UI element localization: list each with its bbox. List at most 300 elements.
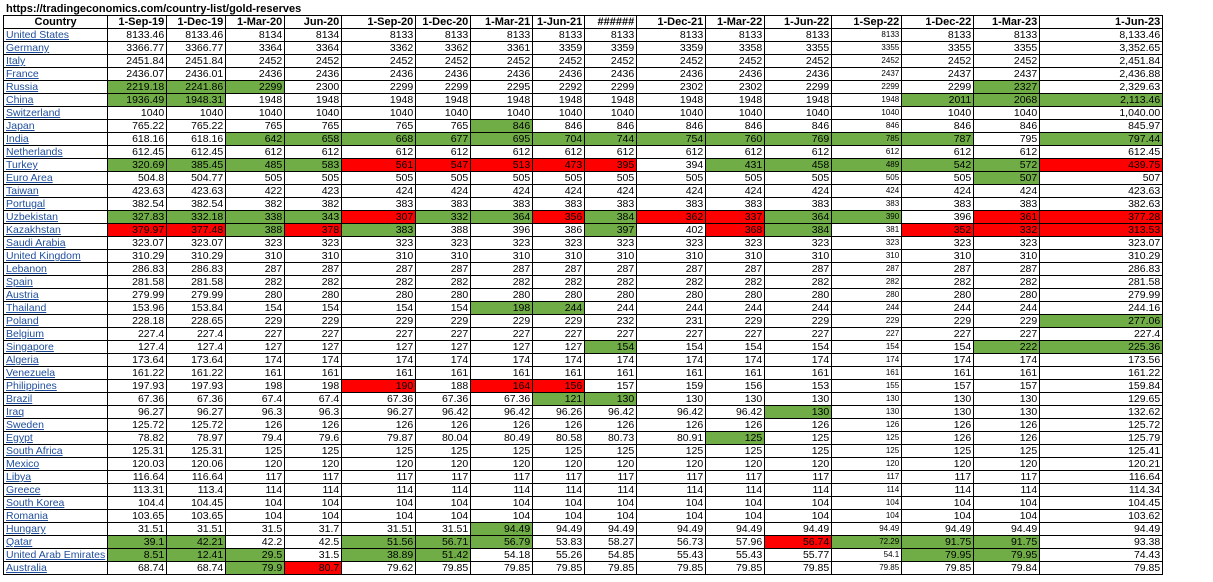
table-row xyxy=(4,406,1163,419)
reserve-cell: 120 xyxy=(285,458,342,471)
table-row xyxy=(4,328,1163,341)
reserve-cell: 423 xyxy=(285,185,342,198)
reserve-cell: 368 xyxy=(706,224,765,237)
reserve-cell: 244 xyxy=(585,302,637,315)
reserve-cell: 323 xyxy=(226,237,285,250)
reserve-cell: 343 xyxy=(285,211,342,224)
reserve-cell: 2,113.46 xyxy=(1040,94,1163,107)
table-row xyxy=(4,250,1163,263)
country-link[interactable]: Singapore xyxy=(4,341,108,354)
reserve-cell: 121 xyxy=(533,393,585,406)
reserve-cell: 12.41 xyxy=(167,549,226,562)
reserve-cell: 126 xyxy=(832,419,902,432)
reserve-cell: 424 xyxy=(902,185,974,198)
reserve-cell: 383 xyxy=(832,198,902,211)
reserve-cell: 117 xyxy=(765,471,832,484)
country-link[interactable]: Portugal xyxy=(4,198,108,211)
reserve-cell: 797.44 xyxy=(1040,133,1163,146)
reserve-cell: 38.89 xyxy=(342,549,416,562)
reserve-cell: 31.51 xyxy=(167,523,226,536)
reserve-cell: 117 xyxy=(471,471,533,484)
reserve-cell: 96.27 xyxy=(108,406,167,419)
reserve-cell: 174 xyxy=(342,354,416,367)
country-link[interactable]: Saudi Arabia xyxy=(4,237,108,250)
reserve-cell: 424 xyxy=(416,185,471,198)
country-link[interactable]: China xyxy=(4,94,108,107)
reserve-cell: 79.4 xyxy=(226,432,285,445)
country-link[interactable]: Spain xyxy=(4,276,108,289)
country-link[interactable]: Philippines xyxy=(4,380,108,393)
reserve-cell: 120.03 xyxy=(108,458,167,471)
reserve-cell: 765 xyxy=(285,120,342,133)
reserve-cell: 130 xyxy=(832,406,902,419)
reserve-cell: 174 xyxy=(974,354,1040,367)
reserve-cell: 42.2 xyxy=(226,536,285,549)
reserve-cell: 229 xyxy=(342,315,416,328)
reserve-cell: 282 xyxy=(471,276,533,289)
reserve-cell: 161 xyxy=(471,367,533,380)
reserve-cell: 384 xyxy=(585,211,637,224)
country-link[interactable]: United States xyxy=(4,29,108,42)
reserve-cell: 439.75 xyxy=(1040,159,1163,172)
reserve-cell: 94.49 xyxy=(765,523,832,536)
reserve-cell: 2,329.63 xyxy=(1040,81,1163,94)
reserve-cell: 287 xyxy=(832,263,902,276)
reserve-cell: 8133 xyxy=(902,29,974,42)
reserve-cell: 612 xyxy=(637,146,706,159)
table-row xyxy=(4,107,1163,120)
reserve-cell: 287 xyxy=(974,263,1040,276)
reserve-cell: 8133 xyxy=(765,29,832,42)
reserve-cell: 125.72 xyxy=(1040,419,1163,432)
reserve-cell: 382 xyxy=(285,198,342,211)
country-link[interactable]: Austria xyxy=(4,289,108,302)
country-link[interactable]: Belgium xyxy=(4,328,108,341)
reserve-cell: 79.85 xyxy=(585,562,637,575)
country-link[interactable]: Qatar xyxy=(4,536,108,549)
reserve-cell: 114 xyxy=(706,484,765,497)
reserve-cell: 80.91 xyxy=(637,432,706,445)
country-link[interactable]: Italy xyxy=(4,55,108,68)
reserve-cell: 307 xyxy=(342,211,416,224)
reserve-cell: 126 xyxy=(902,419,974,432)
reserve-cell: 127 xyxy=(342,341,416,354)
reserve-cell: 125 xyxy=(902,445,974,458)
reserve-cell: 54.1 xyxy=(832,549,902,562)
country-link[interactable]: Brazil xyxy=(4,393,108,406)
reserve-cell: 2452 xyxy=(533,55,585,68)
reserve-cell: 104.4 xyxy=(108,497,167,510)
reserve-cell: 310 xyxy=(585,250,637,263)
reserve-cell: 126 xyxy=(765,419,832,432)
reserve-cell: 125 xyxy=(226,445,285,458)
country-link[interactable]: Netherlands xyxy=(4,146,108,159)
reserve-cell: 164 xyxy=(471,380,533,393)
country-link[interactable]: Venezuela xyxy=(4,367,108,380)
reserve-cell: 547 xyxy=(416,159,471,172)
reserve-cell: 424 xyxy=(706,185,765,198)
reserve-cell: 310.29 xyxy=(108,250,167,263)
reserve-cell: 8133 xyxy=(706,29,765,42)
reserve-cell: 1936.49 xyxy=(108,94,167,107)
country-link[interactable]: United Arab Emirates xyxy=(4,549,108,562)
reserve-cell: 2299 xyxy=(585,81,637,94)
reserve-cell: 114 xyxy=(471,484,533,497)
reserve-cell: 1948 xyxy=(706,94,765,107)
country-link[interactable]: Egypt xyxy=(4,432,108,445)
reserve-cell: 127 xyxy=(285,341,342,354)
reserve-cell: 161 xyxy=(533,367,585,380)
reserve-cell: 104 xyxy=(974,497,1040,510)
reserve-cell: 3361 xyxy=(471,42,533,55)
reserve-cell: 114 xyxy=(585,484,637,497)
reserve-cell: 94.49 xyxy=(471,523,533,536)
country-link[interactable]: United Kingdom xyxy=(4,250,108,263)
reserve-cell: 396 xyxy=(471,224,533,237)
reserve-cell: 424 xyxy=(342,185,416,198)
reserve-cell: 1948 xyxy=(342,94,416,107)
reserve-cell: 361 xyxy=(974,211,1040,224)
reserve-cell: 222 xyxy=(974,341,1040,354)
reserve-cell: 126 xyxy=(974,432,1040,445)
reserve-cell: 2292 xyxy=(533,81,585,94)
reserve-cell: 281.58 xyxy=(167,276,226,289)
reserve-cell: 78.82 xyxy=(108,432,167,445)
reserve-cell: 80.49 xyxy=(471,432,533,445)
reserve-cell: 846 xyxy=(706,120,765,133)
column-header-date: 1-Jun-22 xyxy=(765,16,832,29)
reserve-cell: 1,040.00 xyxy=(1040,107,1163,120)
reserve-cell: 125 xyxy=(342,445,416,458)
reserve-cell: 323 xyxy=(706,237,765,250)
country-link[interactable]: Taiwan xyxy=(4,185,108,198)
reserve-cell: 8,133.46 xyxy=(1040,29,1163,42)
reserve-cell: 846 xyxy=(533,120,585,133)
reserve-cell: 130 xyxy=(974,406,1040,419)
column-header-date: 1-Jun-23 xyxy=(1040,16,1163,29)
reserve-cell: 67.36 xyxy=(342,393,416,406)
reserve-cell: 55.77 xyxy=(765,549,832,562)
reserve-cell: 104 xyxy=(637,497,706,510)
reserve-cell: 126 xyxy=(342,419,416,432)
reserve-cell: 765.22 xyxy=(108,120,167,133)
country-link[interactable]: Algeria xyxy=(4,354,108,367)
reserve-cell: 130 xyxy=(765,393,832,406)
reserve-cell: 769 xyxy=(765,133,832,146)
country-link[interactable]: Sweden xyxy=(4,419,108,432)
country-link[interactable]: Kazakhstan xyxy=(4,224,108,237)
reserve-cell: 125.72 xyxy=(108,419,167,432)
reserve-cell: 310 xyxy=(342,250,416,263)
reserve-cell: 423.63 xyxy=(1040,185,1163,198)
country-link[interactable]: Libya xyxy=(4,471,108,484)
reserve-cell: 287 xyxy=(471,263,533,276)
reserve-cell: 113.4 xyxy=(167,484,226,497)
reserve-cell: 846 xyxy=(832,120,902,133)
country-link[interactable]: Australia xyxy=(4,562,108,575)
reserve-cell: 846 xyxy=(902,120,974,133)
reserve-cell: 612 xyxy=(416,146,471,159)
reserve-cell: 117 xyxy=(974,471,1040,484)
reserve-cell: 310.29 xyxy=(167,250,226,263)
reserve-cell: 8133 xyxy=(533,29,585,42)
country-link[interactable]: Romania xyxy=(4,510,108,523)
reserve-cell: 383 xyxy=(342,224,416,237)
reserve-cell: 287 xyxy=(285,263,342,276)
country-link[interactable]: India xyxy=(4,133,108,146)
reserve-cell: 130 xyxy=(902,393,974,406)
reserve-cell: 188 xyxy=(416,380,471,393)
column-header-date: 1-Dec-19 xyxy=(167,16,226,29)
reserve-cell: 227 xyxy=(585,328,637,341)
reserve-cell: 156 xyxy=(706,380,765,393)
reserve-cell: 229 xyxy=(533,315,585,328)
reserve-cell: 279.99 xyxy=(1040,289,1163,302)
reserve-cell: 130 xyxy=(902,406,974,419)
reserve-cell: 161 xyxy=(637,367,706,380)
reserve-cell: 174 xyxy=(637,354,706,367)
reserve-cell: 1040 xyxy=(285,107,342,120)
country-link[interactable]: Turkey xyxy=(4,159,108,172)
reserve-cell: 120.06 xyxy=(167,458,226,471)
reserve-cell: 282 xyxy=(226,276,285,289)
reserve-cell: 561 xyxy=(342,159,416,172)
table-row xyxy=(4,289,1163,302)
reserve-cell: 384 xyxy=(765,224,832,237)
table-row xyxy=(4,120,1163,133)
reserve-cell: 612 xyxy=(342,146,416,159)
reserve-cell: 155 xyxy=(832,380,902,393)
reserve-cell: 94.49 xyxy=(902,523,974,536)
reserve-cell: 79.85 xyxy=(902,562,974,575)
reserve-cell: 130 xyxy=(765,406,832,419)
reserve-cell: 130 xyxy=(974,393,1040,406)
reserve-cell: 2436 xyxy=(471,68,533,81)
reserve-cell: 424 xyxy=(533,185,585,198)
reserve-cell: 677 xyxy=(416,133,471,146)
reserve-cell: 173.64 xyxy=(167,354,226,367)
reserve-cell: 383 xyxy=(902,198,974,211)
reserve-cell: 91.75 xyxy=(902,536,974,549)
reserve-cell: 120 xyxy=(637,458,706,471)
reserve-cell: 127 xyxy=(416,341,471,354)
reserve-cell: 104 xyxy=(533,510,585,523)
reserve-cell: 126 xyxy=(285,419,342,432)
reserve-cell: 31.7 xyxy=(285,523,342,536)
reserve-cell: 287 xyxy=(416,263,471,276)
reserve-cell: 244 xyxy=(637,302,706,315)
reserve-cell: 323.07 xyxy=(1040,237,1163,250)
reserve-cell: 323 xyxy=(974,237,1040,250)
reserve-cell: 161 xyxy=(974,367,1040,380)
reserve-cell: 229 xyxy=(765,315,832,328)
reserve-cell: 282 xyxy=(285,276,342,289)
reserve-cell: 174 xyxy=(533,354,585,367)
reserve-cell: 96.42 xyxy=(706,406,765,419)
source-url[interactable]: https://tradingeconomics.com/country-list/gold-reserves xyxy=(6,3,302,15)
reserve-cell: 280 xyxy=(285,289,342,302)
reserve-cell: 31.5 xyxy=(226,523,285,536)
reserve-cell: 114 xyxy=(342,484,416,497)
reserve-cell: 56.71 xyxy=(416,536,471,549)
country-link[interactable]: Euro Area xyxy=(4,172,108,185)
reserve-cell: 287 xyxy=(765,263,832,276)
reserve-cell: 161 xyxy=(416,367,471,380)
reserve-cell: 8133 xyxy=(342,29,416,42)
reserve-cell: 485 xyxy=(226,159,285,172)
reserve-cell: 1948.31 xyxy=(167,94,226,107)
reserve-cell: 244 xyxy=(974,302,1040,315)
country-link[interactable]: Switzerland xyxy=(4,107,108,120)
reserve-cell: 377.48 xyxy=(167,224,226,237)
reserve-cell: 282 xyxy=(765,276,832,289)
reserve-cell: 323 xyxy=(637,237,706,250)
reserve-cell: 280 xyxy=(902,289,974,302)
reserve-cell: 280 xyxy=(706,289,765,302)
reserve-cell: 2437 xyxy=(902,68,974,81)
reserve-cell: 104 xyxy=(533,497,585,510)
reserve-cell: 1040 xyxy=(416,107,471,120)
country-link[interactable]: South Africa xyxy=(4,445,108,458)
reserve-cell: 383 xyxy=(974,198,1040,211)
reserve-cell: 125 xyxy=(706,432,765,445)
reserve-cell: 2299 xyxy=(832,81,902,94)
reserve-cell: 227 xyxy=(974,328,1040,341)
reserve-cell: 79.87 xyxy=(342,432,416,445)
country-link[interactable]: Uzbekistan xyxy=(4,211,108,224)
reserve-cell: 125 xyxy=(765,432,832,445)
reserve-cell: 280 xyxy=(585,289,637,302)
reserve-cell: 282 xyxy=(416,276,471,289)
reserve-cell: 174 xyxy=(706,354,765,367)
reserve-cell: 286.83 xyxy=(1040,263,1163,276)
reserve-cell: 120 xyxy=(471,458,533,471)
reserve-cell: 507 xyxy=(974,172,1040,185)
reserve-cell: 51.42 xyxy=(416,549,471,562)
reserve-cell: 2437 xyxy=(974,68,1040,81)
reserve-cell: 229 xyxy=(285,315,342,328)
reserve-cell: 227.4 xyxy=(167,328,226,341)
reserve-cell: 846 xyxy=(585,120,637,133)
reserve-cell: 286.83 xyxy=(167,263,226,276)
reserve-cell: 104 xyxy=(832,497,902,510)
reserve-cell: 79.6 xyxy=(285,432,342,445)
country-link[interactable]: South Korea xyxy=(4,497,108,510)
reserve-cell: 227 xyxy=(832,328,902,341)
country-link[interactable]: Greece xyxy=(4,484,108,497)
reserve-cell: 125.31 xyxy=(167,445,226,458)
reserve-cell: 154 xyxy=(342,302,416,315)
reserve-cell: 424 xyxy=(637,185,706,198)
reserve-cell: 154 xyxy=(637,341,706,354)
reserve-cell: 197.93 xyxy=(108,380,167,393)
reserve-cell: 2299 xyxy=(765,81,832,94)
country-link[interactable]: Poland xyxy=(4,315,108,328)
table-row xyxy=(4,263,1163,276)
reserve-cell: 130 xyxy=(637,393,706,406)
reserve-cell: 104.45 xyxy=(167,497,226,510)
reserve-cell: 174 xyxy=(416,354,471,367)
reserve-cell: 39.1 xyxy=(108,536,167,549)
country-link[interactable]: Hungary xyxy=(4,523,108,536)
reserve-cell: 383 xyxy=(416,198,471,211)
country-link[interactable]: Mexico xyxy=(4,458,108,471)
reserve-cell: 125 xyxy=(471,445,533,458)
reserve-cell: 104 xyxy=(226,510,285,523)
reserve-cell: 3364 xyxy=(285,42,342,55)
reserve-cell: 3355 xyxy=(765,42,832,55)
country-link[interactable]: Lebanon xyxy=(4,263,108,276)
reserve-cell: 612 xyxy=(226,146,285,159)
column-header-country: Country xyxy=(4,16,108,29)
reserve-cell: 117 xyxy=(226,471,285,484)
reserve-cell: 79.85 xyxy=(706,562,765,575)
reserve-cell: 161 xyxy=(226,367,285,380)
reserve-cell: 505 xyxy=(471,172,533,185)
table-row xyxy=(4,523,1163,536)
reserve-cell: 154 xyxy=(832,341,902,354)
reserve-cell: 80.04 xyxy=(416,432,471,445)
reserve-cell: 1948 xyxy=(226,94,285,107)
reserve-cell: 55.43 xyxy=(706,549,765,562)
reserve-cell: 198 xyxy=(285,380,342,393)
country-link[interactable]: Germany xyxy=(4,42,108,55)
reserve-cell: 244 xyxy=(533,302,585,315)
reserve-cell: 79.85 xyxy=(765,562,832,575)
reserve-cell: 80.73 xyxy=(585,432,637,445)
column-header-date: 1-Jun-21 xyxy=(533,16,585,29)
reserve-cell: 458 xyxy=(765,159,832,172)
reserve-cell: 120 xyxy=(226,458,285,471)
reserve-cell: 572 xyxy=(974,159,1040,172)
column-header-date: 1-Mar-22 xyxy=(706,16,765,29)
reserve-cell: 2300 xyxy=(285,81,342,94)
reserve-cell: 377.28 xyxy=(1040,211,1163,224)
reserve-cell: 1040 xyxy=(226,107,285,120)
reserve-cell: 323.07 xyxy=(167,237,226,250)
reserve-cell: 332.18 xyxy=(167,211,226,224)
reserve-cell: 114 xyxy=(832,484,902,497)
reserve-cell: 126 xyxy=(226,419,285,432)
country-link[interactable]: France xyxy=(4,68,108,81)
reserve-cell: 94.49 xyxy=(832,523,902,536)
reserve-cell: 8133 xyxy=(974,29,1040,42)
reserve-cell: 229 xyxy=(974,315,1040,328)
country-link[interactable]: Russia xyxy=(4,81,108,94)
reserve-cell: 846 xyxy=(637,120,706,133)
reserve-cell: 431 xyxy=(706,159,765,172)
reserve-cell: 2436 xyxy=(416,68,471,81)
table-row xyxy=(4,94,1163,107)
reserve-cell: 174 xyxy=(285,354,342,367)
reserve-cell: 612.45 xyxy=(1040,146,1163,159)
country-link[interactable]: Iraq xyxy=(4,406,108,419)
reserve-cell: 8133.46 xyxy=(167,29,226,42)
reserve-cell: 1040 xyxy=(974,107,1040,120)
reserve-cell: 2299 xyxy=(226,81,285,94)
reserve-cell: 846 xyxy=(765,120,832,133)
table-row xyxy=(4,367,1163,380)
table-row xyxy=(4,341,1163,354)
country-link[interactable]: Japan xyxy=(4,120,108,133)
reserve-cell: 104 xyxy=(585,510,637,523)
reserve-cell: 227 xyxy=(533,328,585,341)
reserve-cell: 114 xyxy=(416,484,471,497)
country-link[interactable]: Thailand xyxy=(4,302,108,315)
reserve-cell: 227.4 xyxy=(108,328,167,341)
reserve-cell: 612 xyxy=(832,146,902,159)
table-row xyxy=(4,484,1163,497)
